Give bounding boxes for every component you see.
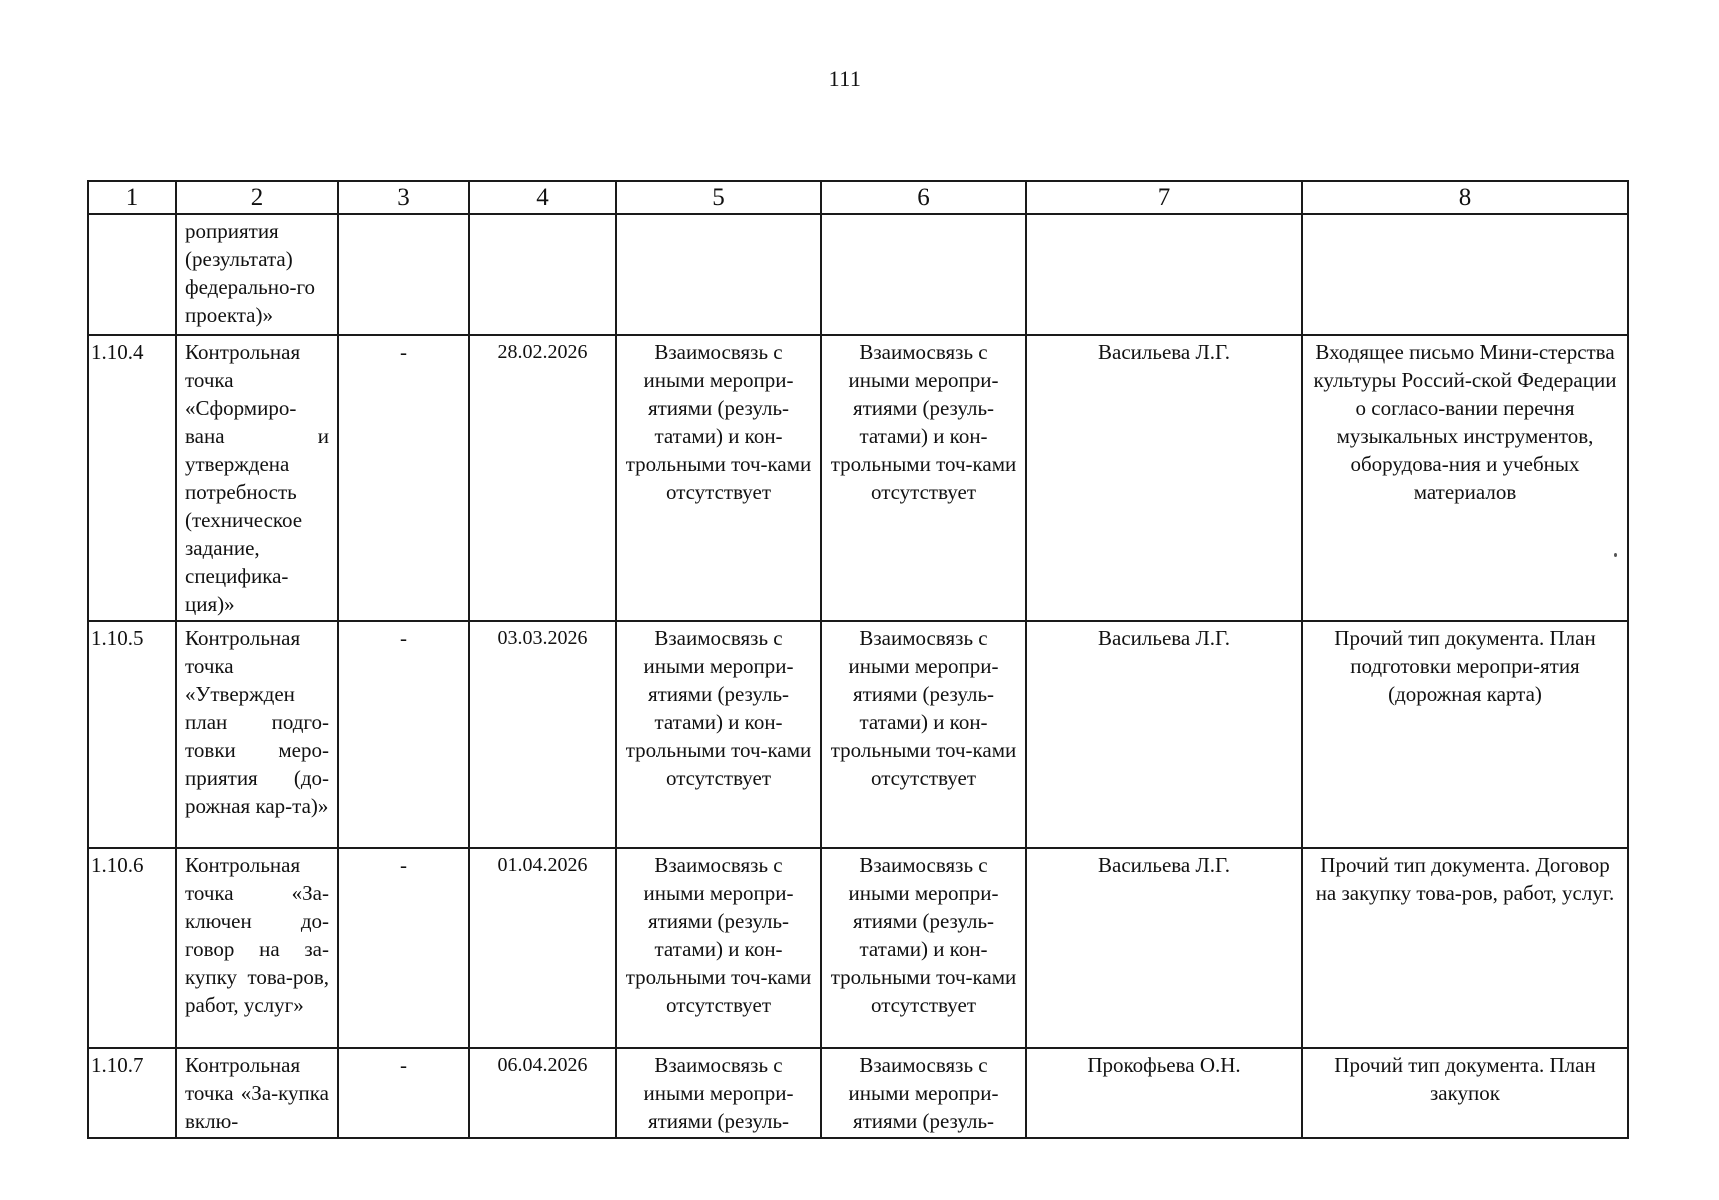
column-5-cell: Взаимосвязь с иными меропри-ятиями (резуль-татами) и кон-трольными точ-ками отсутствует xyxy=(616,621,821,848)
column-3-cell: - xyxy=(338,1048,469,1138)
column-6-cell: Взаимосвязь с иными меропри-ятиями (резуль- xyxy=(821,1048,1026,1138)
row-number-cell: 1.10.4 xyxy=(88,335,176,621)
event-name-cell: роприятия (результата) федерально-го проекта)» xyxy=(176,214,338,335)
scan-speck xyxy=(1614,553,1617,557)
table-row xyxy=(88,1048,1628,1138)
row-number-cell: 1.10.5 xyxy=(88,621,176,848)
page-number: 111 xyxy=(828,66,862,91)
column-header: 5 xyxy=(616,181,821,214)
table-row xyxy=(88,621,1628,848)
column-3-cell: - xyxy=(338,335,469,621)
column-header: 4 xyxy=(469,181,616,214)
column-3-cell: - xyxy=(338,848,469,1048)
column-6-cell: Взаимосвязь с иными меропри-ятиями (резуль-татами) и кон-трольными точ-ками отсутствует xyxy=(821,621,1026,848)
column-5-cell xyxy=(616,214,821,335)
date-cell: 01.04.2026 xyxy=(469,848,616,1048)
date-cell: 28.02.2026 xyxy=(469,335,616,621)
responsible-cell xyxy=(1026,214,1302,335)
date-cell: 06.04.2026 xyxy=(469,1048,616,1138)
document-cell: Прочий тип документа. План подготовки меропри-ятия (дорожная карта) xyxy=(1302,621,1628,848)
column-3-cell: - xyxy=(338,621,469,848)
column-6-cell: Взаимосвязь с иными меропри-ятиями (резуль-татами) и кон-трольными точ-ками отсутствует xyxy=(821,335,1026,621)
column-header: 2 xyxy=(176,181,338,214)
event-name-cell: Контрольная точка «Сформиро-вана и утверждена потребность (техническое задание, специфика-ция)» xyxy=(176,335,338,621)
column-6-cell: Взаимосвязь с иными меропри-ятиями (резуль-татами) и кон-трольными точ-ками отсутствует xyxy=(821,848,1026,1048)
event-name-cell: Контрольная точка «За-ключен до-говор на за-купку това-ров, работ, услуг» xyxy=(176,848,338,1048)
date-cell: 03.03.2026 xyxy=(469,621,616,848)
column-3-cell xyxy=(338,214,469,335)
date-cell xyxy=(469,214,616,335)
column-header: 1 xyxy=(88,181,176,214)
column-5-cell: Взаимосвязь с иными меропри-ятиями (резуль- xyxy=(616,1048,821,1138)
column-header: 8 xyxy=(1302,181,1628,214)
column-header: 7 xyxy=(1026,181,1302,214)
document-cell xyxy=(1302,214,1628,335)
column-5-cell: Взаимосвязь с иными меропри-ятиями (резуль-татами) и кон-трольными точ-ками отсутствует xyxy=(616,335,821,621)
plan-table xyxy=(87,180,1629,1139)
row-number-cell: 1.10.7 xyxy=(88,1048,176,1138)
row-number-cell: 1.10.6 xyxy=(88,848,176,1048)
table-row xyxy=(88,848,1628,1048)
document-cell: Прочий тип документа. План закупок xyxy=(1302,1048,1628,1138)
responsible-cell: Васильева Л.Г. xyxy=(1026,335,1302,621)
table-row xyxy=(88,214,1628,335)
responsible-cell: Васильева Л.Г. xyxy=(1026,848,1302,1048)
table-row xyxy=(88,335,1628,621)
column-5-cell: Взаимосвязь с иными меропри-ятиями (резуль-татами) и кон-трольными точ-ками отсутствует xyxy=(616,848,821,1048)
document-cell: Прочий тип документа. Договор на закупку това-ров, работ, услуг. xyxy=(1302,848,1628,1048)
table-header-row xyxy=(88,181,1628,214)
document-cell: Входящее письмо Мини-стерства культуры Россий-ской Федерации о согласо-вании перечня музыкальных инструментов, оборудова-ния и учебных материалов xyxy=(1302,335,1628,621)
event-name-cell: Контрольная точка «Утвержден план подго-товки меро-приятия (до-рожная кар-та)» xyxy=(176,621,338,848)
column-6-cell xyxy=(821,214,1026,335)
column-header: 3 xyxy=(338,181,469,214)
row-number-cell xyxy=(88,214,176,335)
column-header: 6 xyxy=(821,181,1026,214)
responsible-cell: Васильева Л.Г. xyxy=(1026,621,1302,848)
event-name-cell: Контрольная точка «За-купка вклю- xyxy=(176,1048,338,1138)
responsible-cell: Прокофьева О.Н. xyxy=(1026,1048,1302,1138)
